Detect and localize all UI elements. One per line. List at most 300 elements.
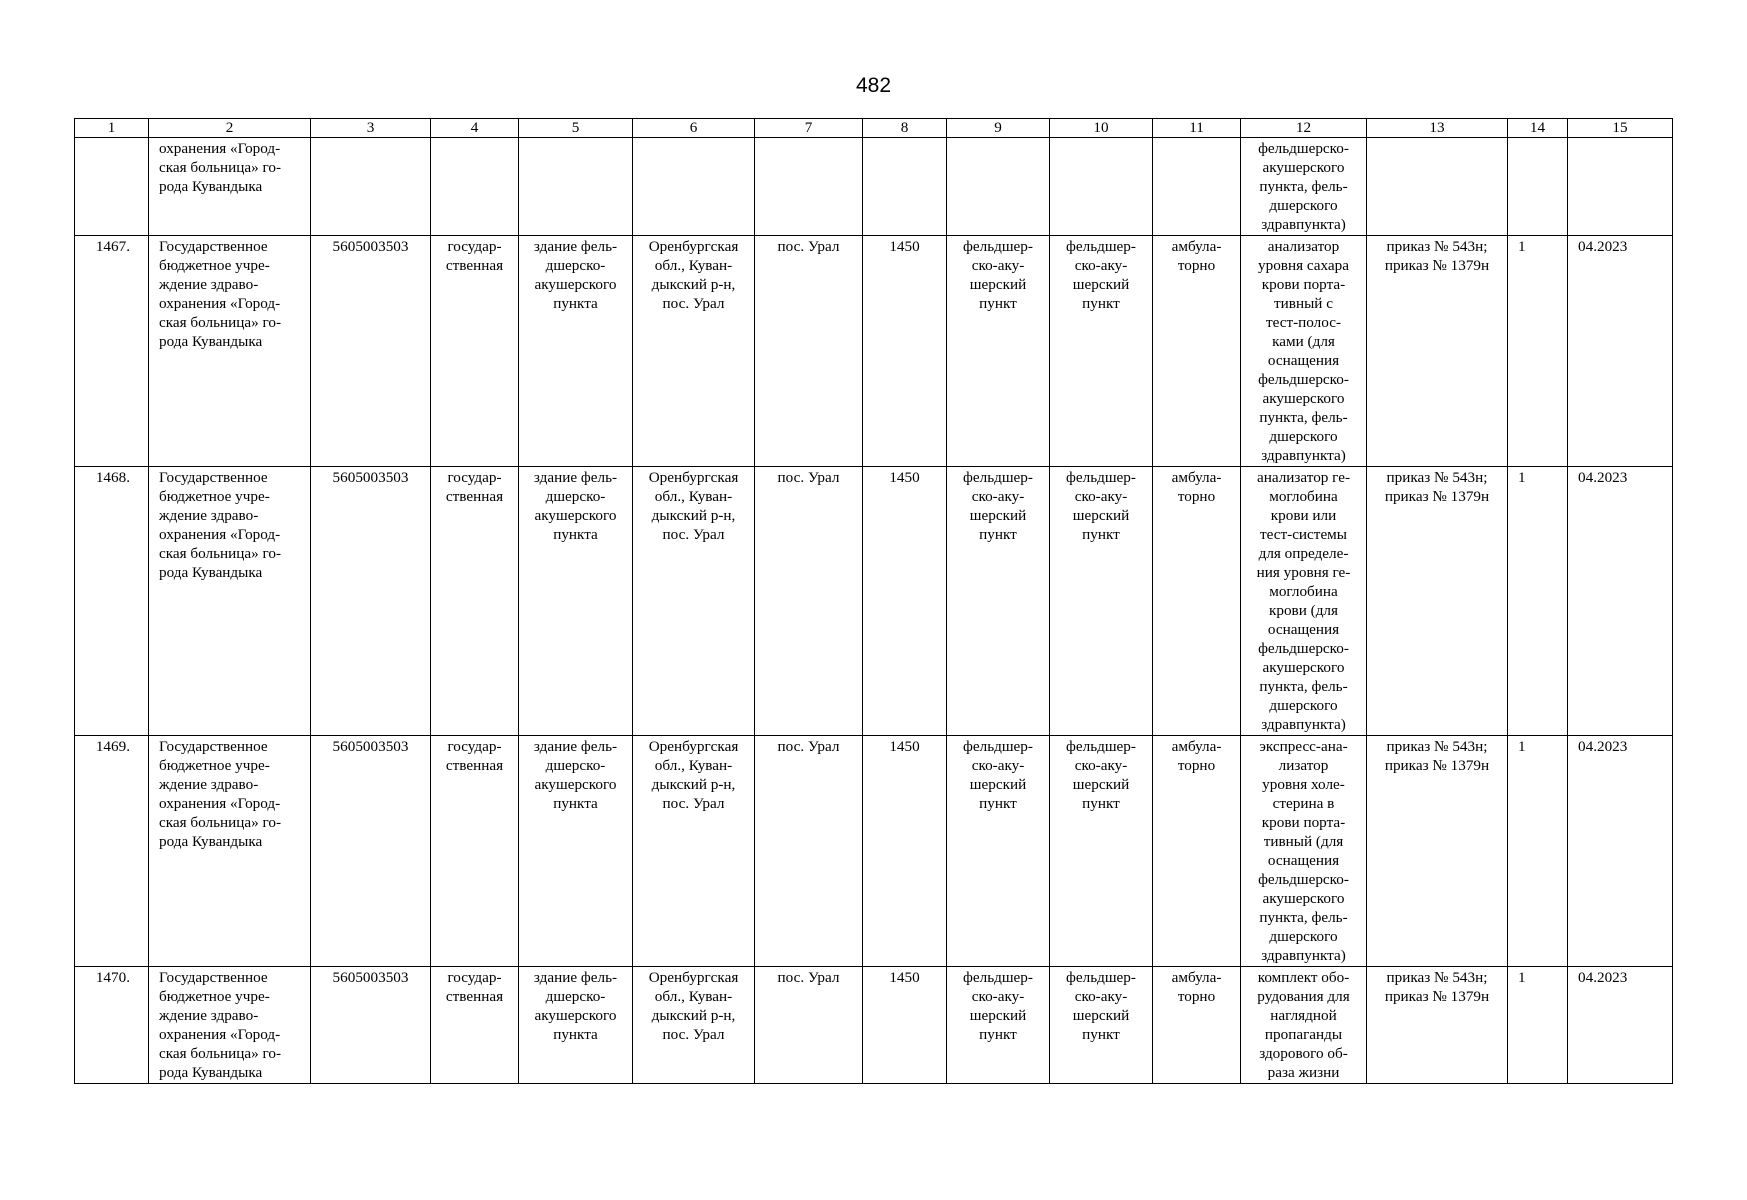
text-line: стерина в [1272,795,1335,812]
cell-equipment-text [1244,968,1363,1082]
cell-order [1367,736,1508,967]
text-line: ния уровня ге- [1256,564,1351,581]
cell-address-text [636,237,751,313]
cell-num [75,138,149,236]
cell-inn: 5605003503 [311,467,431,736]
column-header-6: 6 [633,119,755,138]
header-row [75,119,1673,138]
text-line: пункта, фель- [1259,678,1348,695]
text-line: фельдшер- [963,238,1033,255]
text-line: Государственное [159,238,268,255]
cell-unit-type-2 [1050,967,1153,1084]
page-number: 482 [855,74,892,97]
text-line: экспресс-ана- [1259,738,1348,755]
cell-inn: 5605003503 [311,967,431,1084]
cell-building [519,967,633,1084]
text-line: бюджетное учре- [159,488,270,505]
text-line: шерский [969,507,1027,524]
text-line: пункт [1082,526,1120,543]
cell-date: 04.2023 [1568,967,1673,1084]
cell-empty [1508,138,1568,236]
cell-date: 04.2023 [1568,467,1673,736]
cell-unit-type-text [950,968,1046,1044]
text-line: здорового об- [1259,1045,1348,1062]
cell-ownership [431,467,519,736]
text-line: ско-аку- [971,988,1025,1005]
text-line: фельдшер- [1066,238,1136,255]
table-row [75,236,1673,467]
column-header-12: 12 [1241,119,1367,138]
cell-order [1367,236,1508,467]
cell-unit-type [947,967,1050,1084]
text-line: крови порта- [1261,814,1346,831]
text-line: моглобина [1269,583,1338,600]
cell-care-form-text [1156,237,1237,275]
cell-organization-text [159,968,300,1082]
table-header [75,119,1673,138]
cell-population: 1450 [863,736,947,967]
cell-ownership [431,236,519,467]
text-line: пункт [979,526,1017,543]
cell-empty [1050,138,1153,236]
cell-unit-type-text [950,737,1046,813]
text-line: Оренбургская [648,738,739,755]
text-line: государ- [447,738,502,755]
text-line: пос. Урал [662,1026,725,1043]
cell-num: 1467. [75,236,149,467]
text-line: фельдшерско- [1258,640,1349,657]
text-line: рода Кувандыка [159,564,263,581]
text-line: рода Кувандыка [159,1064,263,1081]
column-header-8: 8 [863,119,947,138]
text-line: шерский [1072,1007,1130,1024]
text-line: амбула- [1171,238,1222,255]
text-line: Оренбургская [648,969,739,986]
cell-order-text [1370,968,1504,1006]
cell-equipment-text [1244,237,1363,465]
text-line: здравпункта) [1261,216,1346,233]
text-line: ско-аку- [1074,988,1128,1005]
cell-building [519,236,633,467]
cell-care-form [1153,236,1241,467]
text-line: тест-системы [1260,526,1347,543]
cell-equipment [1241,467,1367,736]
table-row [75,467,1673,736]
text-line: ско-аку- [971,257,1025,274]
text-line: уровня холе- [1262,776,1345,793]
cell-order-text [1370,737,1504,775]
text-line: Оренбургская [648,238,739,255]
cell-order-text [1370,237,1504,275]
cell-building-text [522,968,629,1044]
cell-unit-type-text [950,468,1046,544]
cell-empty [1568,138,1673,236]
cell-ownership-text [434,737,515,775]
text-line: пункт [979,1026,1017,1043]
text-line: ская больница» го- [159,159,282,176]
text-line: охранения «Город- [159,140,281,157]
cell-order-text [1370,468,1504,506]
text-line: торно [1177,488,1216,505]
cell-unit-type-2-text [1053,237,1149,313]
text-line: здание фель- [533,738,618,755]
text-line: Государственное [159,738,268,755]
text-line: пункта, фель- [1259,909,1348,926]
cell-unit-type-2 [1050,736,1153,967]
text-line: пропаганды [1264,1026,1343,1043]
cell-organization [149,967,311,1084]
table-body [75,138,1673,1084]
cell-population: 1450 [863,236,947,467]
text-line: приказ № 1379н [1384,488,1490,505]
text-line: охранения «Город- [159,526,281,543]
cell-unit-type-text [950,237,1046,313]
text-line: для определе- [1258,545,1349,562]
text-line: пункта [553,295,598,312]
text-line: государ- [447,969,502,986]
text-line: тивный (для [1263,833,1344,850]
text-line: акушерского [1262,890,1345,907]
cell-equipment-text [1244,468,1363,734]
text-line: Государственное [159,969,268,986]
text-line: пункта [553,1026,598,1043]
column-header-3: 3 [311,119,431,138]
cell-num: 1470. [75,967,149,1084]
cell-equipment [1241,967,1367,1084]
cell-address-text [636,968,751,1044]
text-line: пункт [1082,295,1120,312]
text-line: Государственное [159,469,268,486]
cell-organization [149,736,311,967]
text-line: раза жизни [1267,1064,1340,1081]
text-line: рода Кувандыка [159,178,263,195]
text-line: бюджетное учре- [159,988,270,1005]
text-line: амбула- [1171,469,1222,486]
cell-address-text [636,468,751,544]
column-header-11: 11 [1153,119,1241,138]
text-line: дшерского [1269,197,1338,214]
text-line: ждение здраво- [159,776,259,793]
text-line: уровня сахара [1258,257,1349,274]
text-line: фельдшер- [1066,969,1136,986]
text-line: Оренбургская [648,469,739,486]
column-header-13: 13 [1367,119,1508,138]
cell-address [633,236,755,467]
cell-organization-text [159,737,300,851]
text-line: бюджетное учре- [159,757,270,774]
text-line: шерский [1072,776,1130,793]
text-line: обл., Куван- [654,988,733,1005]
cell-care-form [1153,736,1241,967]
text-line: тест-полос- [1265,314,1342,331]
text-line: ждение здраво- [159,276,259,293]
cell-empty [633,138,755,236]
cell-population: 1450 [863,967,947,1084]
cell-settlement: пос. Урал [755,467,863,736]
cell-address [633,467,755,736]
column-header-2: 2 [149,119,311,138]
cell-unit-type [947,236,1050,467]
cell-equipment-text [1244,737,1363,965]
text-line: шерский [969,776,1027,793]
text-line: акушерского [1262,390,1345,407]
cell-building [519,736,633,967]
text-line: фельдшерско- [1258,140,1349,157]
column-header-1: 1 [75,119,149,138]
column-header-15: 15 [1568,119,1673,138]
text-line: комплект обо- [1257,969,1350,986]
text-line: анализатор [1267,238,1340,255]
text-line: приказ № 1379н [1384,257,1490,274]
text-line: оснащения [1267,852,1340,869]
text-line: крови или [1270,507,1337,524]
cell-empty [755,138,863,236]
cell-unit-type-2-text [1053,968,1149,1044]
cell-organization [149,467,311,736]
text-line: фельдшер- [1066,469,1136,486]
continuation-row [75,138,1673,236]
text-line: приказ № 543н; [1386,969,1488,986]
text-line: приказ № 543н; [1386,238,1488,255]
text-line: пос. Урал [662,295,725,312]
cell-address [633,967,755,1084]
cell-settlement: пос. Урал [755,967,863,1084]
cell-date: 04.2023 [1568,236,1673,467]
text-line: здравпункта) [1261,947,1346,964]
text-line: дыкский р-н, [651,776,736,793]
column-header-5: 5 [519,119,633,138]
cell-quantity: 1 [1508,236,1568,467]
cell-ownership [431,736,519,967]
text-line: ственная [445,988,504,1005]
text-line: пункт [979,795,1017,812]
cell-empty [311,138,431,236]
cell-empty [519,138,633,236]
cell-quantity: 1 [1508,736,1568,967]
text-line: здание фель- [533,238,618,255]
text-line: моглобина [1269,488,1338,505]
cell-unit-type-2 [1050,236,1153,467]
cell-organization [149,236,311,467]
table-row [75,967,1673,1084]
text-line: ская больница» го- [159,1045,282,1062]
text-line: дыкский р-н, [651,507,736,524]
text-line: дыкский р-н, [651,1007,736,1024]
text-line: приказ № 543н; [1386,469,1488,486]
text-line: обл., Куван- [654,757,733,774]
text-line: пункта [553,526,598,543]
cell-unit-type [947,467,1050,736]
text-line: ская больница» го- [159,314,282,331]
cell-equipment [1241,236,1367,467]
text-line: ками (для [1272,333,1335,350]
text-line: оснащения [1267,621,1340,638]
cell-date: 04.2023 [1568,736,1673,967]
text-line: шерский [969,1007,1027,1024]
text-line: ственная [445,488,504,505]
text-line: акушерского [1262,159,1345,176]
text-line: пункт [1082,1026,1120,1043]
cell-empty [947,138,1050,236]
text-line: фельдшер- [963,969,1033,986]
text-line: ская больница» го- [159,814,282,831]
text-line: охранения «Город- [159,795,281,812]
text-line: акушерского [534,776,617,793]
text-line: шерский [1072,276,1130,293]
cell-building-text [522,237,629,313]
text-line: ственная [445,757,504,774]
cell-empty [863,138,947,236]
cell-ownership-text [434,237,515,275]
text-line: фельдшерско- [1258,371,1349,388]
text-line: здание фель- [533,969,618,986]
text-line: пункта, фель- [1259,409,1348,426]
column-header-14: 14 [1508,119,1568,138]
cell-organization [149,138,311,236]
text-line: бюджетное учре- [159,257,270,274]
cell-empty [1367,138,1508,236]
cell-care-form-text [1156,968,1237,1006]
cell-equipment [1241,736,1367,967]
text-line: ско-аку- [971,488,1025,505]
cell-population: 1450 [863,467,947,736]
column-header-10: 10 [1050,119,1153,138]
text-line: анализатор ге- [1256,469,1351,486]
cell-ownership [431,967,519,1084]
column-header-4: 4 [431,119,519,138]
text-line: торно [1177,988,1216,1005]
text-line: шерский [969,276,1027,293]
cell-ownership-text [434,468,515,506]
text-line: ско-аку- [1074,257,1128,274]
text-line: фельдшер- [963,469,1033,486]
text-line: дшерско- [545,988,606,1005]
text-line: приказ № 1379н [1384,988,1490,1005]
text-line: ско-аку- [1074,757,1128,774]
text-line: дшерского [1269,928,1338,945]
cell-organization-text [159,237,300,351]
text-line: акушерского [534,1007,617,1024]
text-line: дшерско- [545,488,606,505]
text-line: оснащения [1267,352,1340,369]
text-line: фельдшер- [1066,738,1136,755]
cell-unit-type-2-text [1053,468,1149,544]
cell-care-form-text [1156,468,1237,506]
text-line: здравпункта) [1261,716,1346,733]
cell-order [1367,467,1508,736]
cell-unit-type-2 [1050,467,1153,736]
column-header-9: 9 [947,119,1050,138]
cell-care-form [1153,967,1241,1084]
text-line: акушерского [1262,659,1345,676]
column-header-7: 7 [755,119,863,138]
cell-unit-type-2-text [1053,737,1149,813]
text-line: наглядной [1270,1007,1337,1024]
text-line: обл., Куван- [654,257,733,274]
text-line: пункта [553,795,598,812]
cell-building [519,467,633,736]
cell-inn: 5605003503 [311,236,431,467]
text-line: ждение здраво- [159,1007,259,1024]
cell-quantity: 1 [1508,967,1568,1084]
cell-care-form [1153,467,1241,736]
text-line: шерский [1072,507,1130,524]
cell-unit-type [947,736,1050,967]
text-line: ждение здраво- [159,507,259,524]
text-line: дшерско- [545,757,606,774]
text-line: рудования для [1257,988,1350,1005]
cell-settlement: пос. Урал [755,736,863,967]
text-line: приказ № 543н; [1386,738,1488,755]
text-line: приказ № 1379н [1384,757,1490,774]
text-line: акушерского [534,507,617,524]
text-line: дыкский р-н, [651,276,736,293]
text-line: дшерского [1269,697,1338,714]
text-line: лизатор [1278,757,1329,774]
text-line: акушерского [534,276,617,293]
text-line: крови порта- [1261,276,1346,293]
text-line: ско-аку- [1074,488,1128,505]
text-line: тивный с [1274,295,1333,312]
text-line: здание фель- [533,469,618,486]
cell-building-text [522,737,629,813]
cell-empty [1153,138,1241,236]
cell-order [1367,967,1508,1084]
text-line: дшерско- [545,257,606,274]
text-line: торно [1177,757,1216,774]
cell-ownership-text [434,968,515,1006]
cell-num: 1468. [75,467,149,736]
text-line: охранения «Город- [159,1026,281,1043]
text-line: дшерского [1269,428,1338,445]
table-row [75,736,1673,967]
cell-empty [431,138,519,236]
text-line: ская больница» го- [159,545,282,562]
text-line: амбула- [1171,738,1222,755]
text-line: пос. Урал [662,795,725,812]
text-line: рода Кувандыка [159,833,263,850]
cell-address-text [636,737,751,813]
text-line: пункт [1082,795,1120,812]
text-line: государ- [447,238,502,255]
text-line: обл., Куван- [654,488,733,505]
text-line: торно [1177,257,1216,274]
cell-quantity: 1 [1508,467,1568,736]
text-line: пункт [979,295,1017,312]
cell-organization-text [159,468,300,582]
text-line: фельдшер- [963,738,1033,755]
cell-num: 1469. [75,736,149,967]
text-line: рода Кувандыка [159,333,263,350]
text-line: пос. Урал [662,526,725,543]
text-line: здравпункта) [1261,447,1346,464]
cell-inn: 5605003503 [311,736,431,967]
text-line: крови (для [1268,602,1338,619]
text-line: фельдшерско- [1258,871,1349,888]
cell-building-text [522,468,629,544]
register-table [74,118,1673,1084]
cell-address [633,736,755,967]
cell-settlement: пос. Урал [755,236,863,467]
text-line: ско-аку- [971,757,1025,774]
text-line: амбула- [1171,969,1222,986]
text-line: государ- [447,469,502,486]
cell-care-form-text [1156,737,1237,775]
text-line: охранения «Город- [159,295,281,312]
cell-equipment [1241,138,1367,236]
text-line: пункта, фель- [1259,178,1348,195]
text-line: ственная [445,257,504,274]
